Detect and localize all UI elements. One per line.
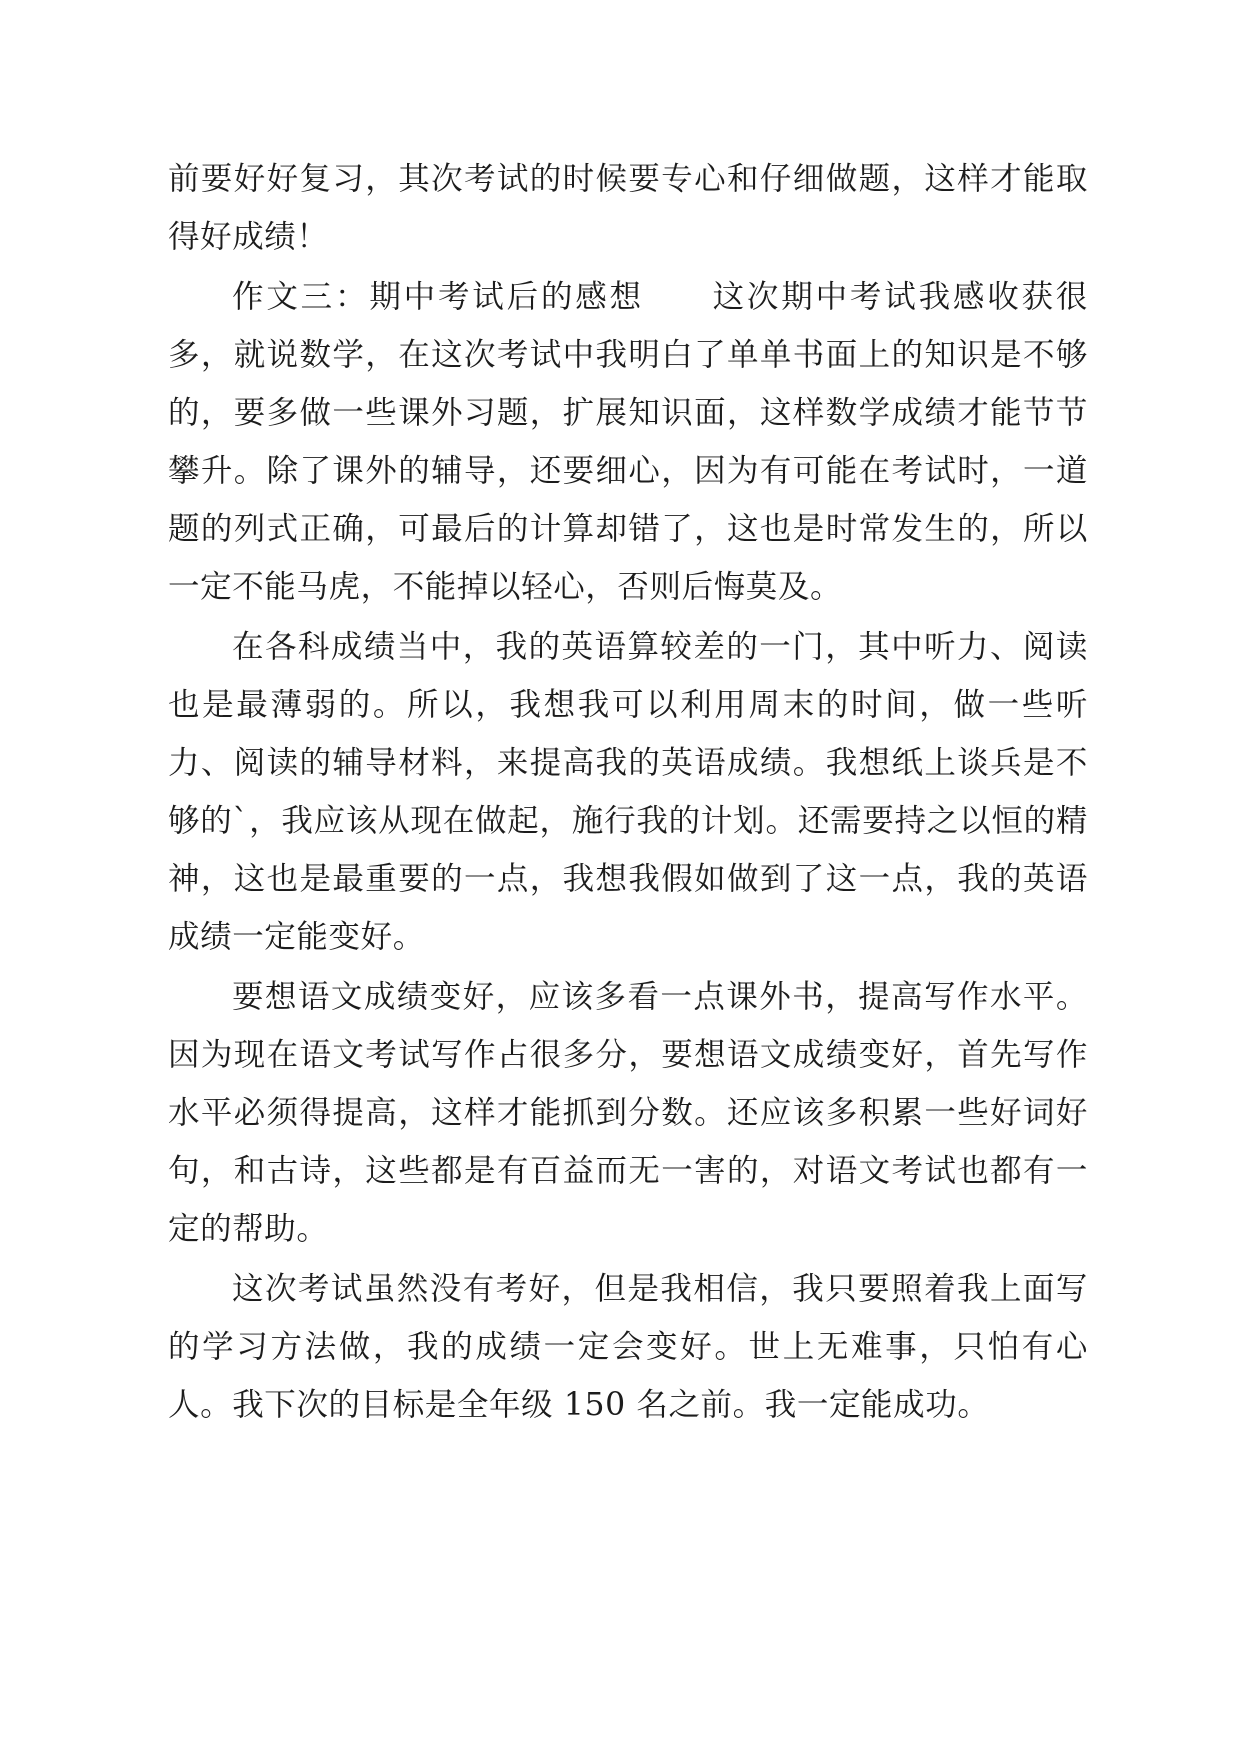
paragraph-2: 作文三：期中考试后的感想 这次期中考试我感收获很多，就说数学，在这次考试中我明白了单单书面上的知识是不够的，要多做一些课外习题，扩展知识面，这样数学成绩才能节节攀升。除了课外的辅导，还要细心，因为有可能在考试时，一道题的列式正确，可最后的计算却错了，这也是时常发生的，所以一定不能马虎，不能掉以轻心，否则后悔莫及。 [168,279,1088,605]
paragraph-3: 在各科成绩当中，我的英语算较差的一门，其中听力、阅读也是最薄弱的。所以，我想我可以利用周末的时间，做一些听力、阅读的辅导材料，来提高我的英语成绩。我想纸上谈兵是不够的`，我应该从现在做起，施行我的计划。还需要持之以恒的精神，这也是最重要的一点，我想我假如做到了这一点，我的英语成绩一定能变好。 [168,629,1088,955]
document-body [168,150,1088,1434]
paragraph-1: 前要好好复习，其次考试的时候要专心和仔细做题，这样才能取得好成绩！ [168,161,1088,255]
paragraph-5: 这次考试虽然没有考好，但是我相信，我只要照着我上面写的学习方法做，我的成绩一定会变好。世上无难事，只怕有心人。我下次的目标是全年级 150 名之前。我一定能成功。 [168,1271,1088,1423]
paragraph-4: 要想语文成绩变好，应该多看一点课外书，提高写作水平。因为现在语文考试写作占很多分，要想语文成绩变好，首先写作水平必须得提高，这样才能抓到分数。还应该多积累一些好词好句，和古诗，这些都是有百益而无一害的，对语文考试也都有一定的帮助。 [168,979,1088,1247]
